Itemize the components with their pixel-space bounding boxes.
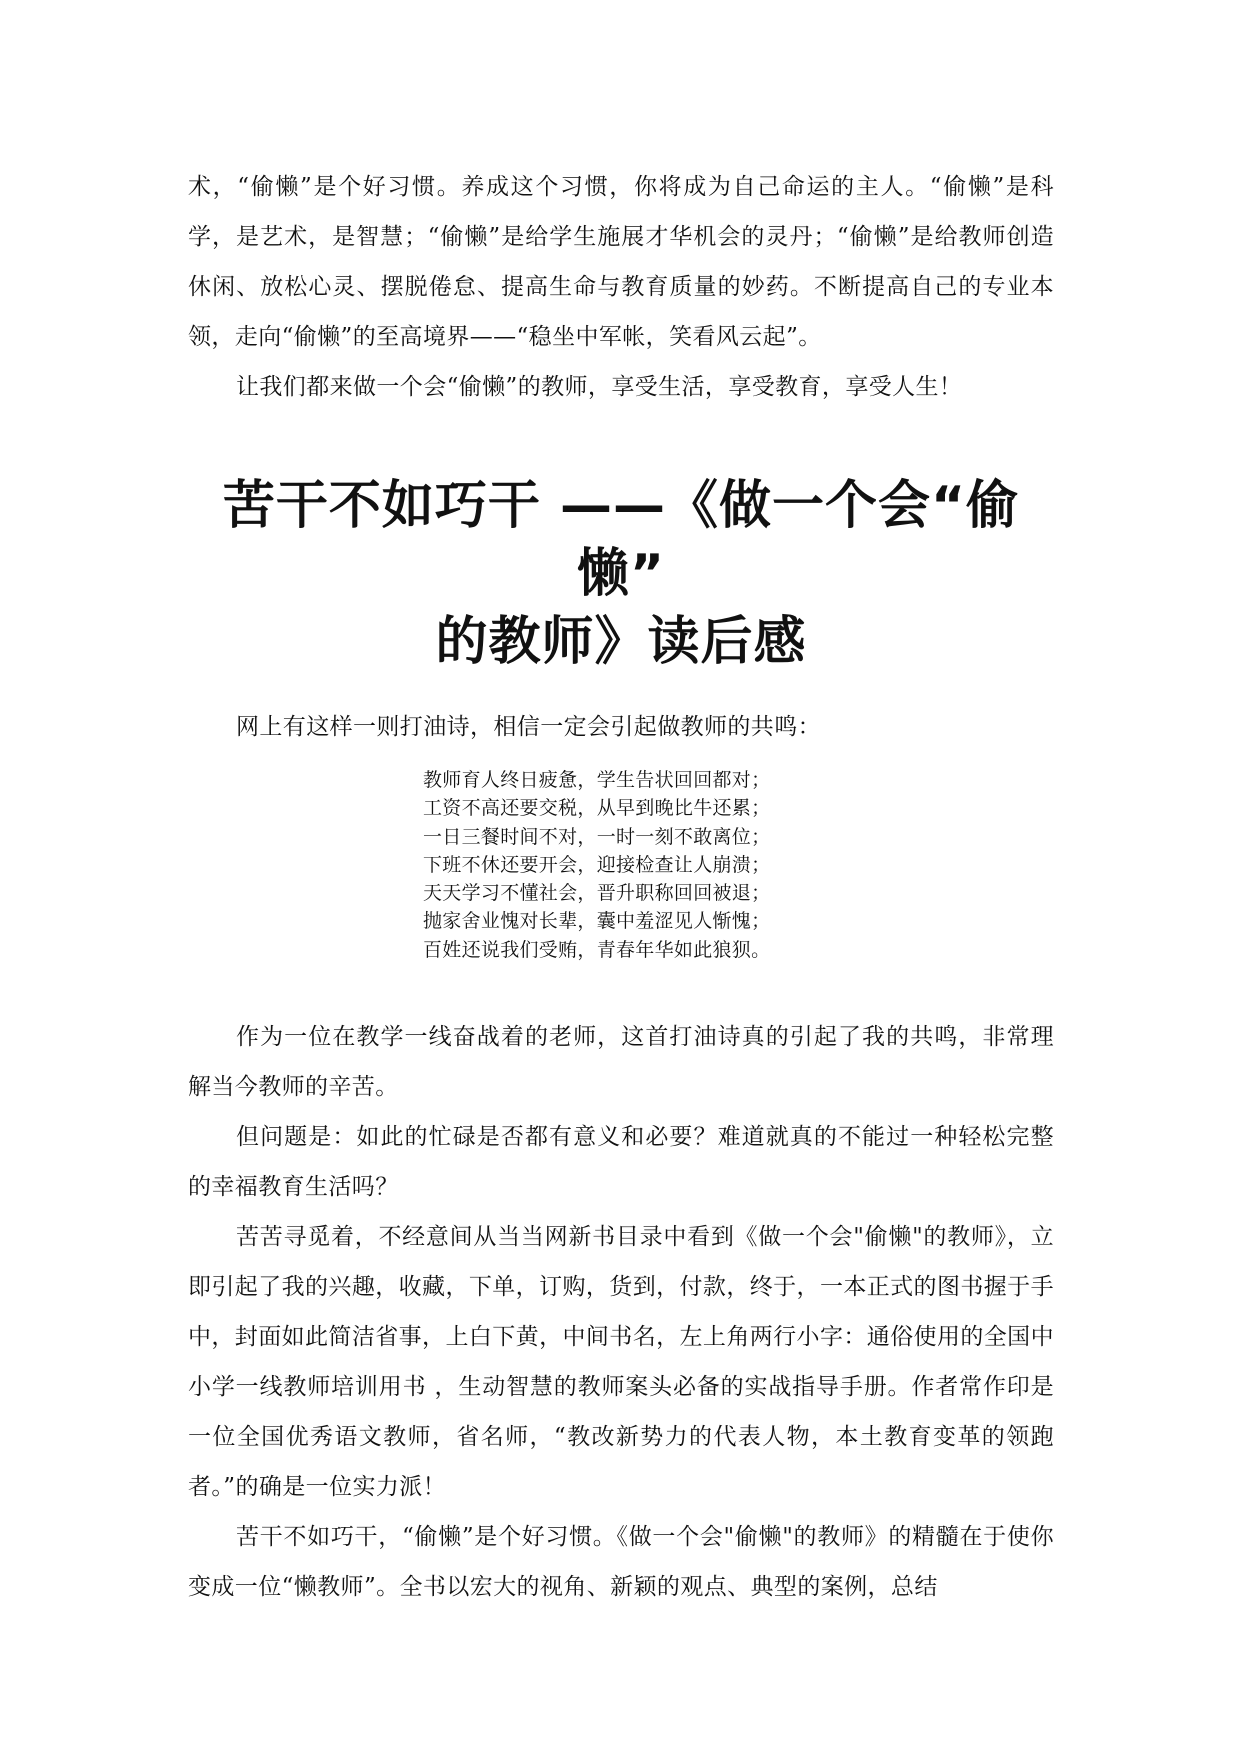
- intro-paragraph-1: 术，“偷懒”是个好习惯。养成这个习惯，你将成为自己命运的主人。“偷懒”是科学，是艺术，是智慧；“偷懒”是给学生施展才华机会的灵丹；“偷懒”是给教师创造休闲、放松心灵、摆脱倦怠、提高生命与教育质量的妙药。不断提高自己的专业本领，走向“偷懒”的至高境界——“稳坐中军帐，笑看风云起”。: [188, 174, 1054, 350]
- lead-paragraph: 网上有这样一则打油诗，相信一定会引起做教师的共鸣：: [236, 714, 821, 740]
- body-paragraph-3: 苦苦寻觅着，不经意间从当当网新书目录中看到《做一个会"偷懒"的教师》，立即引起了我的兴趣，收藏，下单，订购，货到，付款，终于，一本正式的图书握于手中，封面如此简洁省事，上白下黄，中间书名，左上角两行小字：通俗使用的全国中小学一线教师培训用书 ，生动智慧的教师案头必备的实战指导手册。作者常作印是一位全国优秀语文教师，省名师，“教改新势力的代表人物，本土教育变革的领跑者。”的确是一位实力派！: [188, 1224, 1054, 1501]
- poem-line: 教师育人终日疲惫，学生告状回回都对；: [423, 769, 771, 791]
- body-paragraph-1: 作为一位在教学一线奋战着的老师，这首打油诗真的引起了我的共鸣，非常理解当今教师的辛苦。: [188, 1024, 1054, 1101]
- article-title: [188, 472, 1054, 676]
- poem-line: 天天学习不懂社会，晋升职称回回被退；: [423, 882, 771, 905]
- body-paragraph-4: 苦干不如巧干，“偷懒”是个好习惯。《做一个会"偷懒"的教师》的精髓在于使你变成一位“懒教师”。全书以宏大的视角、新颖的观点、典型的案例，总结: [188, 1524, 1054, 1601]
- poem-line: 下班不休还要开会，迎接检查让人崩溃；: [423, 853, 771, 876]
- title-line-1: 苦干不如巧干 ——《做一个会“偷懒”: [222, 476, 1020, 604]
- body-paragraph-2: 但问题是：如此的忙碌是否都有意义和必要？难道就真的不能过一种轻松完整的幸福教育生活吗？: [188, 1124, 1054, 1201]
- poem-line: 抛家舍业愧对长辈，囊中羞涩见人惭愧；: [423, 910, 771, 933]
- document-page: [188, 162, 1054, 1612]
- poem-line: 一日三餐时间不对，一时一刻不敢离位；: [423, 825, 771, 848]
- title-line-2: 的教师》读后感: [435, 612, 807, 672]
- poem: [423, 766, 1054, 964]
- poem-line: 工资不高还要交税，从早到晚比牛还累；: [423, 797, 771, 820]
- intro-paragraph-2: 让我们都来做一个会“偷懒”的教师，享受生活，享受教育，享受人生！: [236, 374, 963, 400]
- poem-line: 百姓还说我们受贿，青春年华如此狼狈。: [423, 938, 771, 961]
